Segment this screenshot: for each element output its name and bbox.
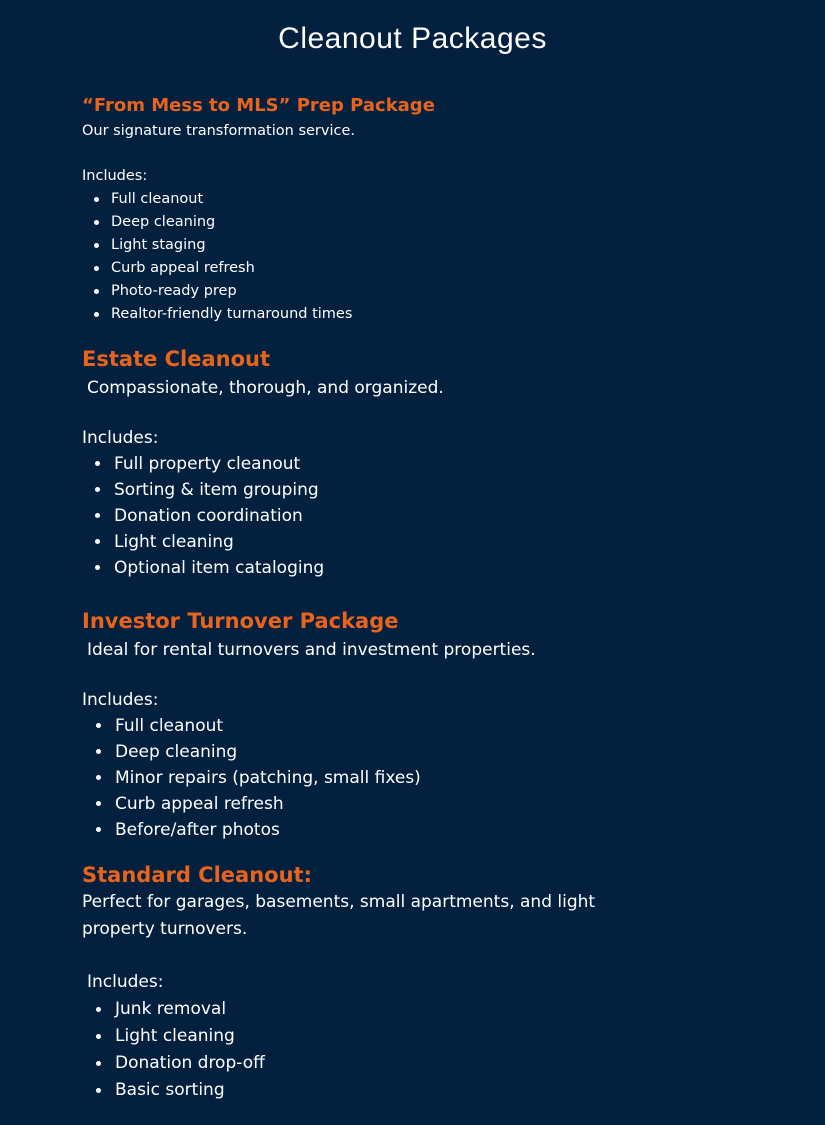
package-description: Ideal for rental turnovers and investment properties. [87,640,536,660]
included-items-list [82,451,682,581]
package-mess-to-mls [82,93,682,326]
list-item: Curb appeal refresh [82,791,682,817]
list-item: Donation drop-off [82,1050,682,1077]
package-title: “From Mess to MLS” Prep Package [82,95,435,116]
includes-label: Includes: [82,168,148,184]
list-item: Photo-ready prep [82,280,682,303]
package-description: Perfect for garages, basements, small apartments, and light property turnovers. [82,892,596,939]
package-title: Estate Cleanout [82,347,271,371]
list-item: Full cleanout [82,713,682,739]
package-investor-turnover [82,607,682,843]
list-item: Deep cleaning [82,211,682,234]
page-title: Cleanout Packages [278,22,547,55]
list-item: Full cleanout [82,188,682,211]
list-item: Curb appeal refresh [82,257,682,280]
package-estate-cleanout [82,345,682,581]
package-standard-cleanout [82,861,682,1104]
package-title: Standard Cleanout: [82,863,312,887]
list-item: Junk removal [82,996,682,1023]
list-item: Before/after photos [82,817,682,843]
list-item: Minor repairs (patching, small fixes) [82,765,682,791]
list-item: Basic sorting [82,1077,682,1104]
list-item: Light cleaning [82,1023,682,1050]
includes-label: Includes: [82,690,159,710]
package-title: Investor Turnover Package [82,609,399,633]
includes-label: Includes: [82,428,159,448]
included-items-list [82,188,682,326]
list-item: Deep cleaning [82,739,682,765]
included-items-list [82,996,682,1104]
includes-label: Includes: [87,972,164,992]
package-description: Our signature transformation service. [82,123,355,139]
list-item: Light cleaning [82,529,682,555]
package-description: Compassionate, thorough, and organized. [87,378,444,398]
list-item: Donation coordination [82,503,682,529]
list-item: Realtor-friendly turnaround times [82,303,682,326]
list-item: Optional item cataloging [82,555,682,581]
list-item: Light staging [82,234,682,257]
included-items-list [82,713,682,843]
list-item: Sorting & item grouping [82,477,682,503]
list-item: Full property cleanout [82,451,682,477]
